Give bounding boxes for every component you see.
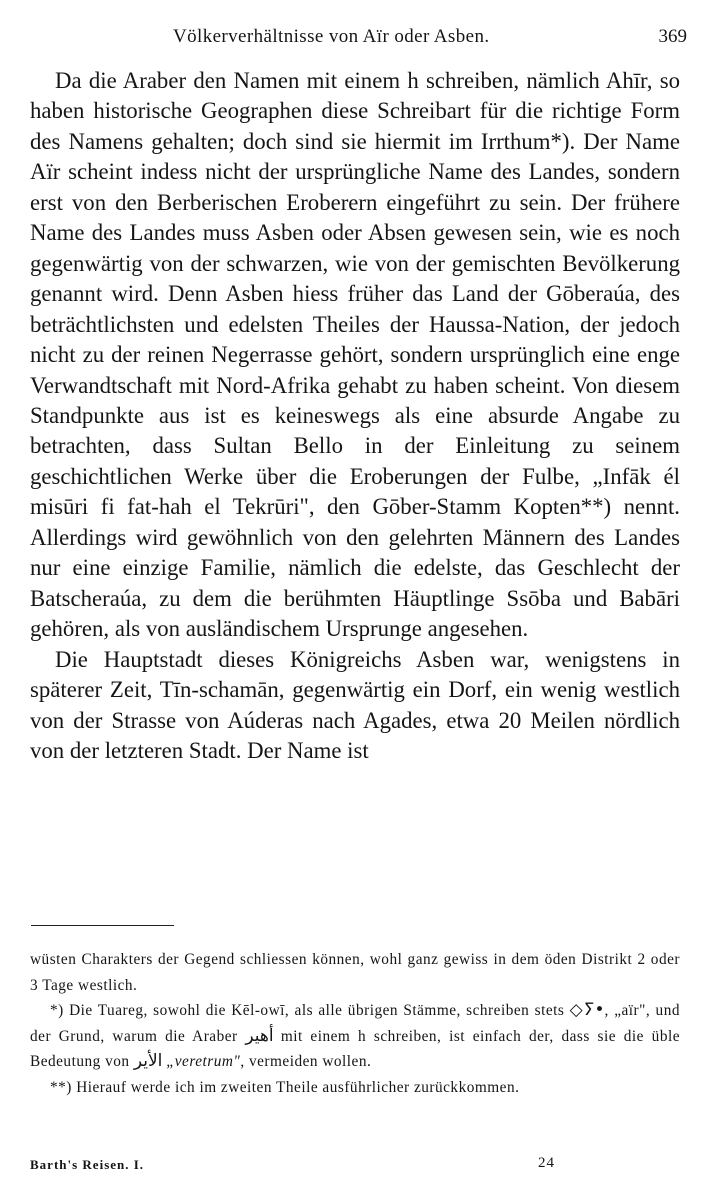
footnote-separator <box>31 925 174 926</box>
footnote-1-text-c: mit einem h schreiben, ist einfach der, dass sie die üble Bedeutung von <box>30 1027 681 1070</box>
arabic-word-air: الأير <box>133 1051 163 1071</box>
footnote-1-text-d: , vermeiden wollen. <box>240 1053 372 1070</box>
arabic-word-ahir: أهير <box>245 1025 274 1046</box>
footnote-continuation: wüsten Charakters der Gegend schliessen können, wohl ganz gewiss in dem öden Distrikt 2 oder 3 Tage westlich. <box>30 951 680 994</box>
footnote-1-italic-term: „veretrum" <box>166 1053 241 1070</box>
paragraph-1: Da die Araber den Namen mit einem h schreiben, nämlich Ahīr, so haben historische Geographen diese Schreibart für die richtige Form des Namens gehalten; doch sind sie hiermit im Irrthum*). Der Name Aïr scheint indess nicht der ursprüngliche Name des Landes, sondern erst von den Berberischen Eroberern eingeführt zu sein. Der frühere Name des Landes muss Asben oder Absen gewesen sein, wie es noch gegenwärtig von der schwarzen, wie von der gemischten Bevölkerung genannt wird. Denn Asben hiess früher das Land der Gōberaúa, des beträchtlichsten und edelsten Theiles der Haussa-Nation, der jedoch nicht zu der reinen Negerrasse gehört, sondern ursprünglich eine enge Verwandtschaft mit Nord-Afrika gehabt zu haben scheint. Von diesem Standpunkte aus ist es keineswegs als eine absurde Angabe zu betrachten, dass Sultan Bello in der Einleitung zu seinem geschichtlichen Werke über die Eroberungen der Fulbe, „Infāk él misūri fi fat-hah el Tekrūri", den Gōber-Stamm Kopten**) nennt. Allerdings wird gewöhnlich von den gelehrten Männern des Landes nur eine einzige Familie, nämlich die edelste, das Geschlecht der Batscheraúa, zu dem die berühmten Häuptlinge Ssōba und Babāri gehören, als von ausländischem Ursprunge angesehen. <box>30 68 680 642</box>
footnote-1-text-b: , „aïr", und der Grund, warum die Araber <box>30 1002 680 1045</box>
printer-signature <box>30 1153 680 1177</box>
tifinagh-glyphs: ◇ⵢ• <box>569 1000 605 1020</box>
signature-label: Barth's Reisen. I. <box>30 1157 145 1172</box>
footnote-1 <box>30 998 680 1075</box>
page-number: 369 <box>658 26 687 47</box>
footnote-2: **) Hierauf werde ich im zweiten Theile ausführlicher zurückkommen. <box>50 1078 520 1096</box>
running-header <box>28 18 687 50</box>
footnotes <box>30 947 680 1100</box>
footnote-1-text-a: *) Die Tuareg, sowohl die Kēl-owī, als alle übrigen Stämme, schreiben stets <box>50 1002 565 1019</box>
signature-number: 24 <box>538 1155 555 1171</box>
main-text <box>30 66 680 766</box>
running-title: Völkerverhältnisse von Aïr oder Asben. <box>173 26 490 47</box>
paragraph-2: Die Hauptstadt dieses Königreichs Asben war, wenigstens in späterer Zeit, Tīn-schamān, gegenwärtig ein Dorf, ein wenig westlich von der Strasse von Aúderas nach Agades, etwa 20 Meilen nördlich von der letzteren Stadt. Der Name ist <box>30 646 680 763</box>
